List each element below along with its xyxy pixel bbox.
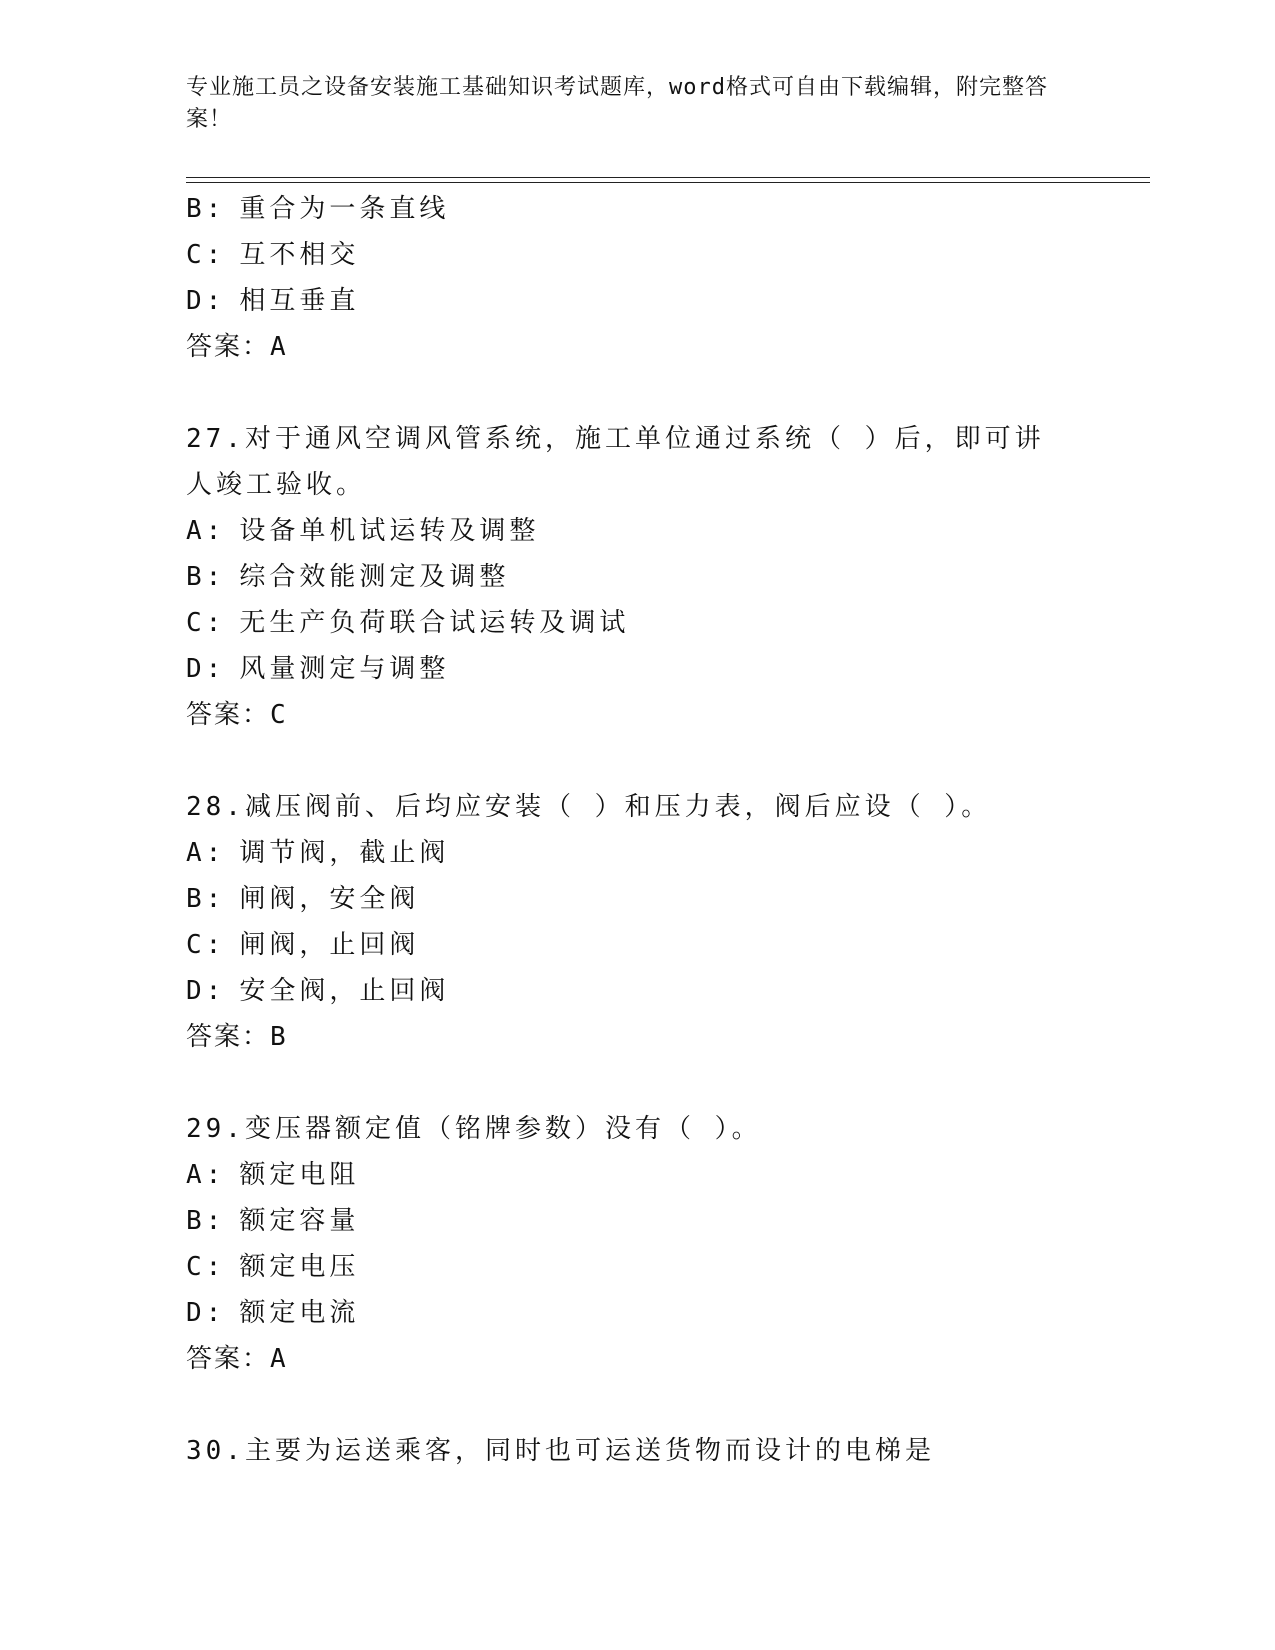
option-label: C:	[186, 608, 226, 638]
option-text: 调节阀，截止阀	[239, 838, 450, 868]
option-text: 相互垂直	[239, 286, 360, 316]
option-d	[186, 278, 1086, 324]
question-stem: 27.对于通风空调风管系统，施工单位通过系统（ ）后，即可讲人竣工验收。	[186, 424, 1045, 500]
option-label: A:	[186, 516, 226, 546]
option-text: 安全阀，止回阀	[239, 976, 450, 1006]
option-a	[186, 508, 1086, 554]
option-d	[186, 1290, 1086, 1336]
option-label: D:	[186, 1298, 226, 1328]
option-text: 闸阀，止回阀	[239, 930, 420, 960]
answer-line: 答案：A	[186, 332, 288, 362]
option-d	[186, 646, 1086, 692]
question-27	[186, 416, 1086, 738]
header-divider-top	[186, 177, 1150, 178]
option-b	[186, 554, 1086, 600]
question-26-continuation	[186, 186, 1086, 370]
option-label: B:	[186, 562, 226, 592]
question-list	[186, 186, 1086, 1474]
option-label: B:	[186, 194, 226, 224]
option-a	[186, 1152, 1086, 1198]
answer-line: 答案：A	[186, 1344, 288, 1374]
option-text: 重合为一条直线	[239, 194, 450, 224]
option-c	[186, 1244, 1086, 1290]
page-header: 专业施工员之设备安装施工基础知识考试题库，word格式可自由下载编辑，附完整答案！	[186, 75, 1048, 132]
option-text: 风量测定与调整	[239, 654, 450, 684]
option-text: 互不相交	[239, 240, 360, 270]
question-28	[186, 784, 1086, 1060]
option-c	[186, 922, 1086, 968]
option-b	[186, 1198, 1086, 1244]
option-text: 额定电阻	[239, 1160, 360, 1190]
option-text: 额定电压	[239, 1252, 360, 1282]
option-label: A:	[186, 838, 226, 868]
option-text: 额定容量	[239, 1206, 360, 1236]
answer-line: 答案：B	[186, 1022, 288, 1052]
option-label: C:	[186, 930, 226, 960]
option-label: B:	[186, 1206, 226, 1236]
option-label: D:	[186, 286, 226, 316]
question-30	[186, 1428, 1086, 1474]
option-text: 无生产负荷联合试运转及调试	[239, 608, 630, 638]
option-d	[186, 968, 1086, 1014]
option-text: 综合效能测定及调整	[239, 562, 510, 592]
question-29	[186, 1106, 1086, 1382]
answer-line: 答案：C	[186, 700, 288, 730]
option-text: 设备单机试运转及调整	[239, 516, 540, 546]
question-stem: 29.变压器额定值（铭牌参数）没有（ ）。	[186, 1114, 762, 1144]
spacer	[186, 1060, 1086, 1106]
option-label: D:	[186, 654, 226, 684]
option-b	[186, 186, 1086, 232]
option-a	[186, 830, 1086, 876]
option-c	[186, 232, 1086, 278]
spacer	[186, 1382, 1086, 1428]
question-stem: 30.主要为运送乘客，同时也可运送货物而设计的电梯是	[186, 1436, 935, 1466]
option-label: D:	[186, 976, 226, 1006]
spacer	[186, 738, 1086, 784]
option-text: 额定电流	[239, 1298, 360, 1328]
option-label: C:	[186, 240, 226, 270]
option-b	[186, 876, 1086, 922]
spacer	[186, 370, 1086, 416]
header-divider-bottom	[186, 182, 1150, 183]
option-text: 闸阀，安全阀	[239, 884, 420, 914]
question-stem: 28.减压阀前、后均应安装（ ）和压力表，阀后应设（ ）。	[186, 792, 992, 822]
option-label: B:	[186, 884, 226, 914]
option-label: A:	[186, 1160, 226, 1190]
option-c	[186, 600, 1086, 646]
option-label: C:	[186, 1252, 226, 1282]
